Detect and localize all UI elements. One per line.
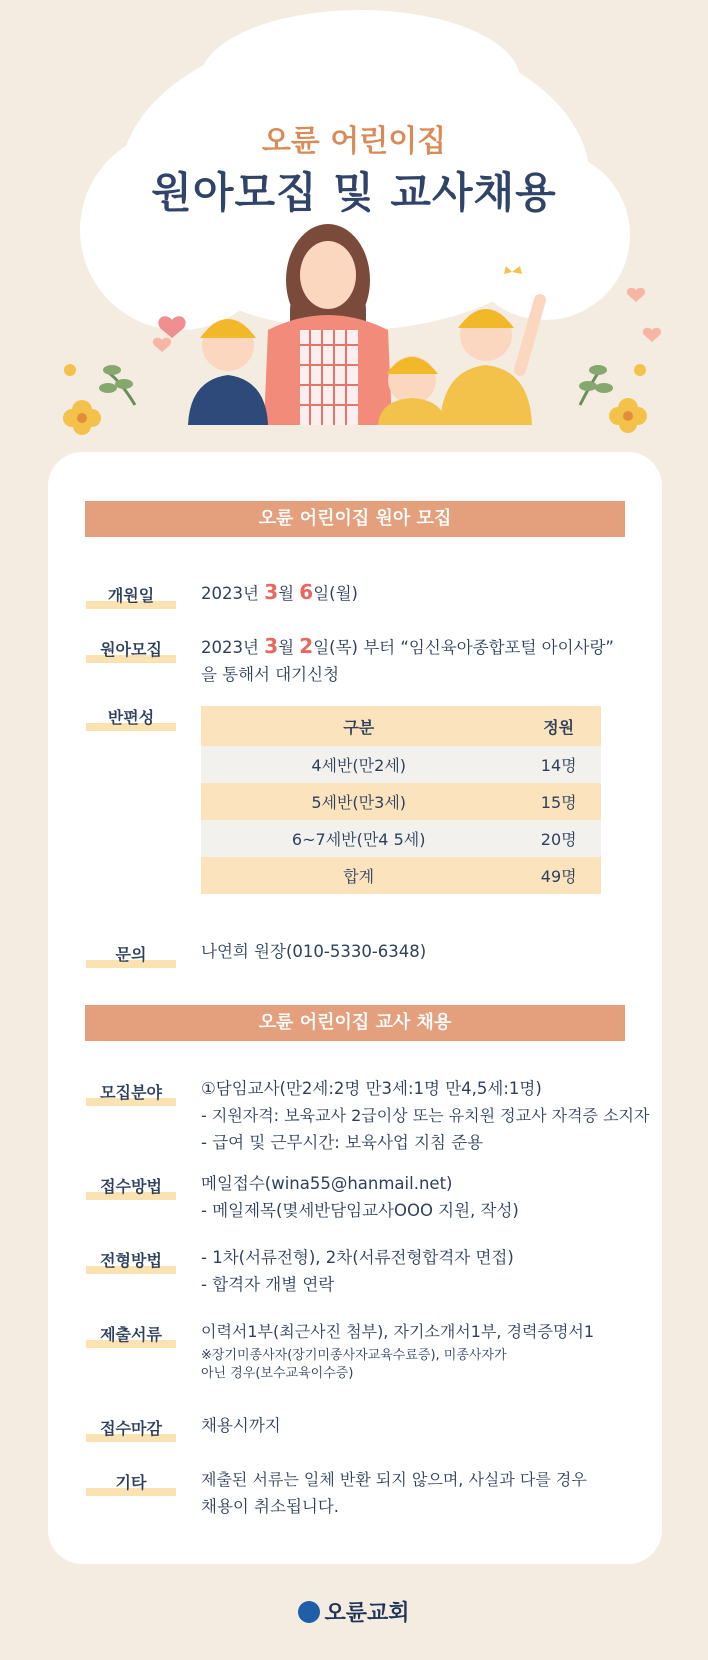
label-contact: 문의	[86, 942, 176, 965]
label-recruit: 원아모집	[86, 637, 176, 660]
table-row: 4세반(만2세) 14명	[201, 746, 601, 783]
table-row: 6~7세반(만4 5세) 20명	[201, 820, 601, 857]
method-info: 메일접수(wina55@hanmail.net) - 메일제목(몇세반담임교사OOO 지원, 작성)	[201, 1174, 519, 1220]
opening-date: 2023년 3월 6일(월)	[201, 580, 358, 604]
label-opening: 개원일	[86, 583, 176, 606]
etc-info: 제출된 서류는 일체 반환 되지 않으며, 사실과 다를 경우 채용이 취소됩니다.	[201, 1470, 587, 1516]
label-field: 모집분야	[86, 1080, 176, 1103]
deadline-value: 채용시까지	[201, 1416, 281, 1435]
field-info: ①담임교사(만2세:2명 만3세:1명 만4,5세:1명) - 지원자격: 보육교사 2급이상 또는 유치원 정교사 자격증 소지자 - 급여 및 근무시간: 보육사업 지침 준용	[201, 1079, 650, 1152]
recruit-info: 2023년 3월 2일(목) 부터 “임신육아종합포털 아이사랑” 을 통해서 대기신청	[201, 634, 614, 684]
label-etc: 기타	[86, 1470, 176, 1493]
table-header: 정원	[543, 717, 575, 737]
footer-logo	[0, 1596, 708, 1627]
table-row: 5세반(만3세) 15명	[201, 783, 601, 820]
table-row-total: 합계 49명	[201, 857, 601, 894]
footer-logo-text: 오륜교회	[324, 1601, 410, 1626]
table-header: 구분	[343, 717, 375, 737]
label-documents: 제출서류	[86, 1322, 176, 1345]
documents-info: 이력서1부(최근사진 첨부), 자기소개서1부, 경력증명서1 ※장기미종사자(장기미종사자교육수료증), 미종사자가 아닌 경우(보수교육이수증)	[201, 1322, 595, 1381]
flower-icon	[63, 364, 101, 435]
contact-value: 나연희 원장(010-5330-6348)	[201, 942, 427, 961]
table-header-row	[201, 706, 601, 746]
section-heading-teacher: 오륜 어린이집 교사 채용	[85, 1005, 625, 1041]
hero-title: 원아모집 및 교사채용	[151, 168, 557, 217]
teacher-children-illustration	[0, 220, 708, 460]
label-deadline: 접수마감	[86, 1416, 176, 1439]
class-table	[201, 706, 601, 894]
selection-info: - 1차(서류전형), 2차(서류전형합격자 면접) - 합격자 개별 연락	[201, 1248, 514, 1294]
church-logo-icon	[298, 1601, 320, 1623]
content-card	[48, 452, 662, 1564]
section-heading-enrollment: 오륜 어린이집 원아 모집	[85, 501, 625, 537]
hero-banner	[0, 0, 708, 460]
label-classes: 반편성	[86, 705, 176, 728]
label-method: 접수방법	[86, 1174, 176, 1197]
label-selection: 전형방법	[86, 1248, 176, 1271]
hero-subtitle: 오륜 어린이집	[261, 124, 447, 159]
